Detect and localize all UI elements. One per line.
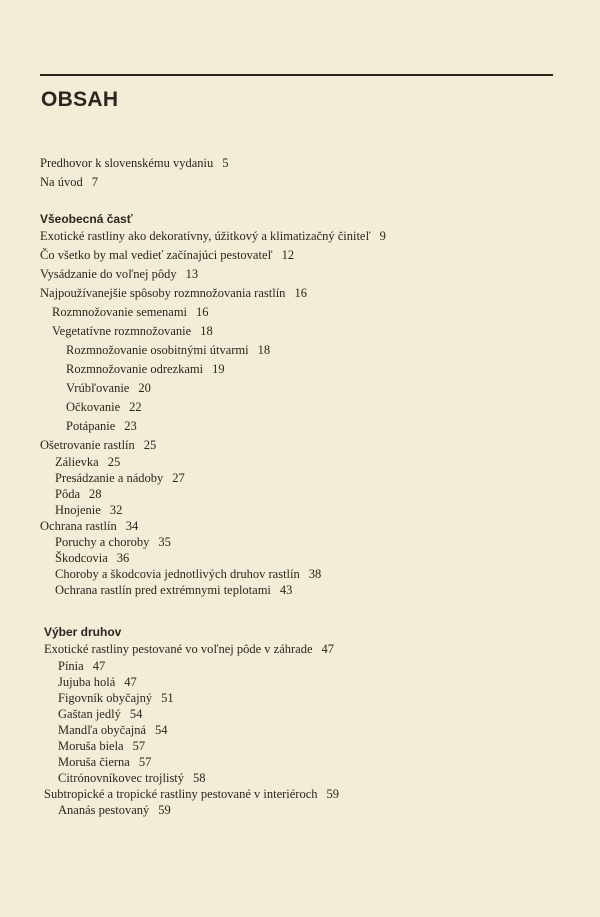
header-rule [40, 74, 553, 76]
toc-entry: Citrónovníkovec trojlistý 58 [58, 771, 206, 785]
toc-entry: Subtropické a tropické rastliny pestované v interiéroch 59 [44, 787, 340, 801]
toc-entry: Pínia 47 [58, 659, 106, 673]
toc-entry: Exotické rastliny pestované vo voľnej pôde v záhrade 47 [44, 642, 335, 656]
toc-entry: Exotické rastliny ako dekoratívny, úžitkový a klimatizačný činiteľ 9 [40, 229, 386, 243]
toc-entry: Rozmnožovanie semenami 16 [52, 305, 209, 319]
toc-entry: Hnojenie 32 [55, 503, 123, 517]
toc-entry: Očkovanie 22 [66, 400, 142, 414]
toc-entry: Vegetatívne rozmnožovanie 18 [52, 324, 213, 338]
toc-entry: Jujuba holá 47 [58, 675, 137, 689]
toc-entry: Vysádzanie do voľnej pôdy 13 [40, 267, 199, 281]
toc-entry: Škodcovia 36 [55, 551, 130, 565]
toc-entry: Figovník obyčajný 51 [58, 691, 174, 705]
toc-entry: Ošetrovanie rastlín 25 [40, 438, 157, 452]
toc-entry: Presádzanie a nádoby 27 [55, 471, 185, 485]
toc-entry: Rozmnožovanie osobitnými útvarmi 18 [66, 343, 271, 357]
toc-entry: Choroby a škodcovia jednotlivých druhov rastlín 38 [55, 567, 322, 581]
section-heading: Všeobecná časť [40, 212, 133, 226]
toc-entry: Predhovor k slovenskému vydaniu 5 [40, 156, 229, 170]
toc-entry: Ochrana rastlín pred extrémnymi teplotami 43 [55, 583, 293, 597]
toc-entry: Gaštan jedlý 54 [58, 707, 143, 721]
toc-entry: Poruchy a choroby 35 [55, 535, 171, 549]
toc-entry: Čo všetko by mal vedieť začínajúci pestovateľ 12 [40, 248, 295, 262]
toc-entry: Rozmnožovanie odrezkami 19 [66, 362, 225, 376]
toc-entry: Najpoužívanejšie spôsoby rozmnožovania rastlín 16 [40, 286, 307, 300]
toc-entry: Vrúbľovanie 20 [66, 381, 151, 395]
toc-entry: Ananás pestovaný 59 [58, 803, 171, 817]
toc-entry: Ochrana rastlín 34 [40, 519, 139, 533]
toc-entry: Potápanie 23 [66, 419, 137, 433]
toc-entry: Pôda 28 [55, 487, 102, 501]
toc-entry: Zálievka 25 [55, 455, 121, 469]
toc-entry: Mandľa obyčajná 54 [58, 723, 168, 737]
toc-entry: Moruša biela 57 [58, 739, 146, 753]
toc-entry: Na úvod 7 [40, 175, 98, 189]
section-heading: Výber druhov [44, 625, 122, 639]
page-title: OBSAH [41, 88, 119, 111]
toc-entry: Moruša čierna 57 [58, 755, 152, 769]
